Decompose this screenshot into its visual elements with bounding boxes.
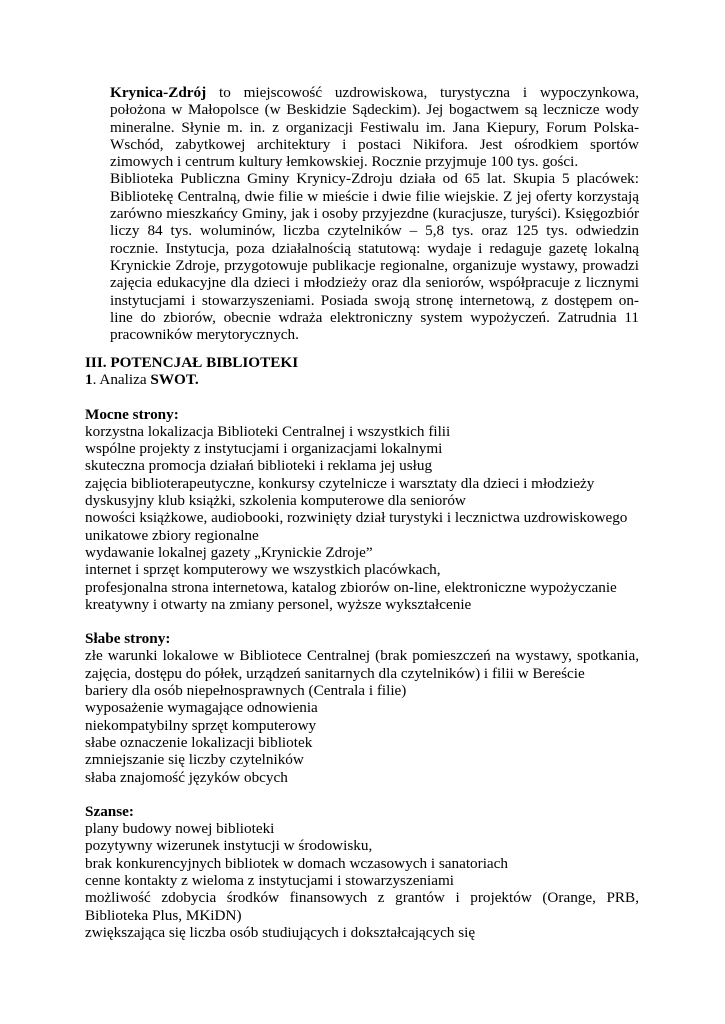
spacer [85, 613, 639, 630]
intro-section [110, 84, 639, 343]
weaknesses-item: słabe oznaczenie lokalizacji bibliotek [85, 733, 313, 751]
opportunities-item: plany budowy nowej biblioteki [85, 820, 275, 838]
weaknesses-item: złe warunki lokalowe w Bibliotece Centralnej (brak pomieszczeń na wystawy, spotkania, zajęcia, dostępu do półek, urządzeń sanitarnych dla czytelników) i filii w Bereście [85, 647, 639, 682]
subsection-number: 1 [85, 371, 93, 389]
weaknesses-list [85, 647, 639, 785]
opportunities-item: pozytywny wizerunek instytucji w środowisku, [85, 837, 373, 855]
strengths-list [85, 423, 639, 613]
subsection-text: . Analiza [92, 371, 151, 389]
weaknesses-item: wyposażenie wymagające odnowienia [85, 699, 318, 717]
subsection-heading [85, 371, 639, 388]
strengths-item: internet i sprzęt komputerowy we wszystkich placówkach, [85, 561, 441, 579]
section-heading: III. POTENCJAŁ BIBLIOTEKI [85, 354, 299, 371]
strengths-title: Mocne strony: [85, 405, 179, 423]
weaknesses-item: słaba znajomość języków obcych [85, 768, 288, 786]
opportunities-item: cenne kontakty z wieloma z instytucjami i stowarzyszeniami [85, 872, 455, 890]
opportunities-list [85, 820, 639, 941]
strengths-item: zajęcia biblioterapeutyczne, konkursy czytelnicze i warsztaty dla dzieci i młodzieży [85, 474, 595, 492]
subsection-swot: SWOT. [150, 371, 199, 389]
intro-paragraph-2: Biblioteka Publiczna Gminy Krynicy-Zdroju działa od 65 lat. Skupia 5 placówek: Bibliotekę Centralną, dwie filie w mieście i dwie filie wiejskie. Z jej oferty korzystają zarówno mieszkańcy Gminy, jak i osoby przyjezdne (kuracjusze, turyści). Księgozbiór liczy 84 tys. woluminów, liczba czytelników – 5,8 tys. oraz 125 tys. odwiedzin rocznie. Instytucja, poza działalnością statutową: wydaje i redaguje gazetę lokalną Krynickie Zdroje, przygotowuje publikacje regionalne, organizuje wystawy, prowadzi zajęcia edukacyjne dla dzieci i młodzieży oraz dla seniorów, współpracuje z licznymi instytucjami i stowarzyszeniami. Posiada swoją stronę internetową, z dostępem on-line do zbiorów, obecnie wdraża elektroniczny system wypożyczeń. Zatrudnia 11 pracowników merytorycznych. [110, 170, 639, 344]
weaknesses-item: niekompatybilny sprzęt komputerowy [85, 716, 317, 734]
strengths-item: dyskusyjny klub książki, szkolenia komputerowe dla seniorów [85, 492, 466, 510]
strengths-item: kreatywny i otwarty na zmiany personel, wyższe wykształcenie [85, 595, 472, 613]
intro-paragraph-1 [110, 84, 639, 170]
opportunities-item: zwiększająca się liczba osób studiujących i dokształcających się [85, 923, 476, 941]
strengths-item: profesjonalna strona internetowa, katalog zbiorów on-line, elektroniczne wypożyczanie [85, 578, 617, 596]
spacer [85, 786, 639, 803]
weaknesses-title: Słabe strony: [85, 630, 171, 648]
spacer [85, 389, 639, 406]
intro-paragraph-1-text: to miejscowość uzdrowiskowa, turystyczna i wypoczynkowa, położona w Małopolsce (w Beskidzie Sądeckim). Jej bogactwem są lecznicze wody mineralne. Słynie m. in. z organizacji Festiwalu im. Jana Kiepury, Forum Polska-Wschód, zabytkowej architektury i postaci Nikifora. Jest ośrodkiem sportów zimowych i centrum kultury łemkowskiej. Rocznie przyjmuje 100 tys. gości. [110, 84, 639, 171]
strengths-item: wydawanie lokalnej gazety „Krynickie Zdroje” [85, 543, 373, 561]
town-name: Krynica-Zdrój [110, 84, 207, 101]
weaknesses-item: zmniejszanie się liczby czytelników [85, 751, 304, 769]
swot-section [85, 354, 639, 941]
strengths-item: wspólne projekty z instytucjami i organizacjami lokalnymi [85, 440, 443, 458]
opportunities-item: brak konkurencyjnych bibliotek w domach wczasowych i sanatoriach [85, 854, 509, 872]
strengths-item: nowości książkowe, audiobooki, rozwinięty dział turystyki i lecznictwa uzdrowiskowego [85, 509, 628, 527]
opportunities-title: Szanse: [85, 802, 134, 820]
strengths-item: korzystna lokalizacja Biblioteki Centralnej i wszystkich filii [85, 422, 451, 440]
strengths-item: unikatowe zbiory regionalne [85, 526, 259, 544]
strengths-item: skuteczna promocja działań biblioteki i reklama jej usług [85, 457, 433, 475]
opportunities-item: możliwość zdobycia środków finansowych z grantów i projektów (Orange, PRB, Biblioteka Plus, MKiDN) [85, 889, 639, 924]
weaknesses-item: bariery dla osób niepełnosprawnych (Centrala i filie) [85, 682, 407, 700]
